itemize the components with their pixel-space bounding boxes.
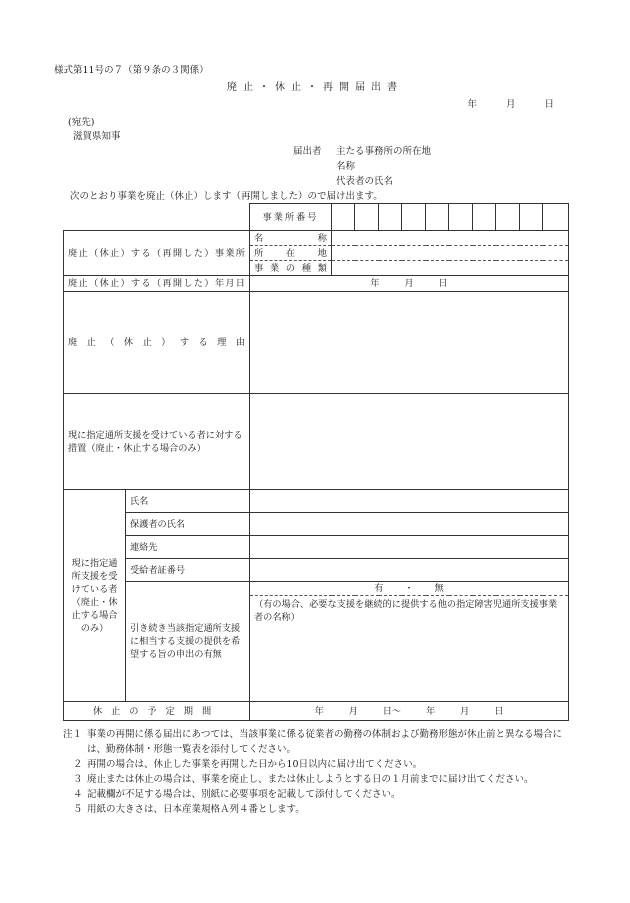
office-number-digit-9[interactable] [520,204,543,231]
note-item [63,757,568,772]
guardian-name-label: 保護者の氏名 [126,513,250,536]
applicant-name-label[interactable]: 名称 [336,161,356,172]
office-location-label: 所在地 [250,246,332,261]
recipient-group-label: 現に指定通所支援を受けている者（廃止・休止する場合のみ） [64,490,126,702]
certificate-number-field[interactable] [250,559,569,582]
measures-label: 現に指定通所支援を受けている者に対する措置（廃止・休止する場合のみ） [64,394,250,490]
suspension-period-field[interactable]: 年 月 日～ 年 月 日 [250,702,569,721]
reason-field[interactable] [250,292,569,394]
office-number-digit-1[interactable] [332,204,355,231]
submission-date[interactable]: 年 月 日 [467,99,554,110]
business-type-label: 事業の種類 [250,261,332,276]
note-number: ３ [73,774,83,785]
note-number: ４ [73,789,83,800]
addressee-label: (宛先) [68,117,95,128]
office-number-digit-7[interactable] [473,204,496,231]
continue-request-label: 引き続き当該指定通所支援に相当する支援の提供を希望する旨の申出の有無 [126,582,250,702]
statement: 次のとおり事業を廃止（休止）します（再開しました）ので届け出ます。 [70,191,383,202]
note-number: ２ [73,759,83,770]
office-label: 廃止（休止）する（再開した）事業所 [64,231,250,276]
note-item [63,772,568,787]
blank-cell [64,204,250,231]
governor: 滋賀県知事 [73,131,121,142]
notes [63,727,568,817]
business-type-field[interactable] [332,261,569,276]
contact-label: 連絡先 [126,536,250,559]
office-location-field[interactable] [332,246,569,261]
office-number-digit-5[interactable] [426,204,449,231]
yes-no-choice[interactable]: 有 ・ 無 [250,582,569,596]
note-item [63,802,568,817]
guardian-name-field[interactable] [250,513,569,536]
note-text: 再開の場合は、休止した事業を再開した日から10日以内に届け出てください。 [87,759,423,770]
date-field[interactable]: 年 月 日 [250,276,569,292]
note-item [63,727,568,757]
note-item [63,787,568,802]
office-number-digit-6[interactable] [449,204,473,231]
office-number-label: 事業所番号 [250,204,332,231]
note-text: 記載欄が不足する場合は、別紙に必要事項を記載して添付してください。 [87,789,401,800]
note-text: 廃止または休止の場合は、事業を廃止し、または休止しようとする日の１月前までに届け出てください。 [87,774,534,785]
measures-field[interactable] [250,394,569,490]
note-text: 用紙の大きさは、日本産業規格Ａ列４番とします。 [87,804,305,815]
certificate-number-label: 受給者証番号 [126,559,250,582]
applicant-representative-label[interactable]: 代表者の氏名 [336,176,394,187]
reason-label: 廃止（休止）する理由 [64,292,250,394]
office-name-field[interactable] [332,231,569,246]
applicant-label: 届出者 [293,146,322,157]
applicant-address-label[interactable]: 主たる事務所の所在地 [336,146,432,157]
office-name-label: 名称 [250,231,332,246]
note-text: 事業の再開に係る届出にあつては、当該事業に係る従業者の勤務の体制および勤務形態が休止前と異なる場合には、勤務体制・形態一覧表を添付してください。 [87,729,563,755]
office-number-digit-2[interactable] [355,204,379,231]
office-number-digit-10[interactable] [543,204,569,231]
note-number: ５ [73,804,83,815]
recipient-name-label: 氏名 [126,490,250,513]
note-number: 注１ [63,729,83,740]
suspension-period-label: 休止の予定期間 [64,702,250,721]
recipient-name-field[interactable] [250,490,569,513]
office-number-digit-3[interactable] [379,204,402,231]
office-number-digit-8[interactable] [496,204,520,231]
contact-field[interactable] [250,536,569,559]
document-title: 廃止・休止・再開届出書 [227,82,403,93]
office-number-digit-4[interactable] [402,204,426,231]
form-id: 様式第11号の７（第９条の３関係） [54,65,209,76]
date-label: 廃止（休止）する（再開した）年月日 [64,276,250,292]
continue-provider-note[interactable]: （有の場合、必要な支援を継続的に提供する他の指定障害児通所支援事業者の名称） [250,596,569,702]
application-table [63,203,569,721]
